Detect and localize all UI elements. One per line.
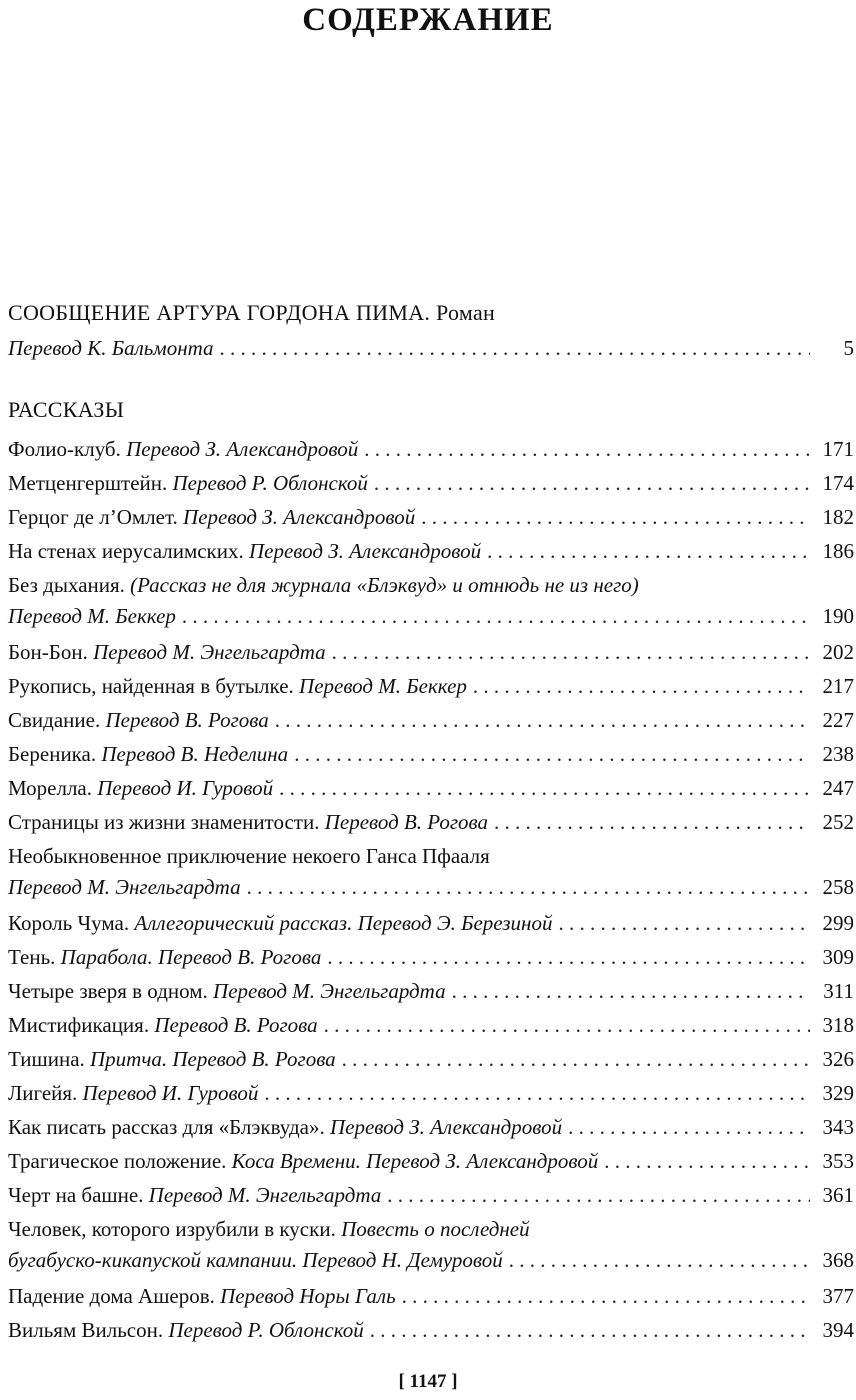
toc-entry	[8, 1111, 854, 1143]
leader-dots	[182, 600, 810, 632]
entry-page: 190	[822, 604, 854, 628]
leader-dots	[220, 332, 810, 364]
entry-title: Лигейя.	[8, 1081, 78, 1105]
entry-title: Фолио-клуб.	[8, 437, 121, 461]
entry-translator: Притча. Перевод В. Рогова	[90, 1047, 336, 1071]
leader-dots	[387, 1179, 810, 1211]
entry-page: 171	[822, 437, 854, 461]
novel-title: СООБЩЕНИЕ АРТУРА ГОРДОНА ПИМА.	[8, 300, 431, 325]
toc-entry	[8, 975, 854, 1007]
leader-dots	[421, 501, 810, 533]
entry-title: Метценгерштейн.	[8, 471, 168, 495]
entry-translator: Перевод З. Александровой	[249, 539, 482, 563]
entry-translator: Перевод М. Энгельгардта	[148, 1183, 382, 1207]
toc-entry	[8, 636, 854, 668]
leader-dots	[452, 975, 810, 1007]
entry-title: Вильям Вильсон.	[8, 1318, 164, 1342]
entry-title: Как писать рассказ для «Блэквуда».	[8, 1115, 325, 1139]
toc-line	[8, 332, 854, 364]
toc-entry	[8, 535, 854, 567]
page-title: СОДЕРЖАНИЕ	[302, 2, 554, 38]
entry-title: Рукопись, найденная в бутылке.	[8, 674, 294, 698]
entry-title: Черт на башне.	[8, 1183, 144, 1207]
leader-dots	[604, 1145, 810, 1177]
toc-entry	[8, 941, 854, 973]
entry-title: Герцог де л’Омлет.	[8, 505, 178, 529]
leader-dots	[247, 871, 810, 903]
entry-translator: Коса Времени. Перевод З. Александровой	[231, 1149, 599, 1173]
toc-entry-line2	[8, 871, 854, 903]
entry-translator: Перевод В. Рогова	[324, 810, 489, 834]
toc-entry-line2	[8, 1244, 854, 1276]
entry-translator: Перевод В. Рогова	[154, 1013, 318, 1037]
entry-title: Береника.	[8, 742, 97, 766]
entry-title: Морелла.	[8, 776, 92, 800]
toc-entry-line1	[8, 1213, 854, 1245]
leader-dots	[342, 1043, 810, 1075]
entry-page: 394	[822, 1318, 854, 1342]
entry-title: Страницы из жизни знаменитости.	[8, 810, 320, 834]
novel-page: 5	[843, 336, 854, 360]
entry-translator: Перевод М. Энгельгардта	[93, 640, 326, 664]
entry-title: Тишина.	[8, 1047, 85, 1071]
entry-subtitle: Повесть о последней	[341, 1217, 530, 1241]
toc-entry-line2	[8, 600, 854, 632]
entry-page: 217	[822, 674, 854, 698]
entry-title: Падение дома Ашеров.	[8, 1284, 215, 1308]
toc-entry	[8, 1179, 854, 1211]
toc-entry	[8, 738, 854, 770]
entry-page: 299	[822, 911, 854, 935]
entry-title: Необыкновенное приключение некоего Ганса Пфааля	[8, 844, 490, 868]
entry-page: 318	[822, 1013, 854, 1037]
leader-dots	[568, 1111, 810, 1143]
entry-page: 309	[822, 945, 854, 969]
entry-title: Человек, которого изрубили в куски.	[8, 1217, 336, 1241]
entry-subtitle: (Рассказ не для журнала «Блэквуд» и отнюдь не из него)	[130, 573, 639, 597]
entry-page: 247	[822, 776, 854, 800]
entry-translator: Перевод Р. Облонской	[168, 1318, 364, 1342]
entry-page: 329	[822, 1081, 854, 1105]
entry-translator: Перевод И. Гуровой	[82, 1081, 259, 1105]
entry-title: Трагическое положение.	[8, 1149, 227, 1173]
entry-page: 353	[822, 1149, 854, 1173]
leader-dots	[324, 1009, 810, 1041]
leader-dots	[294, 738, 810, 770]
leader-dots	[494, 806, 810, 838]
novel-translator: Перевод К. Бальмонта	[8, 336, 214, 360]
leader-dots	[402, 1280, 810, 1312]
entry-translator: Парабола. Перевод В. Рогова	[60, 945, 322, 969]
entry-title: Мистификация.	[8, 1013, 150, 1037]
entry-translator: бугабуско-кикапуской кампании. Перевод Н. Демуровой	[8, 1248, 503, 1272]
entry-title: Бон-Бон.	[8, 640, 88, 664]
entry-translator: Перевод Р. Облонской	[172, 471, 368, 495]
page-number: [ 1147 ]	[398, 1371, 458, 1392]
entry-page: 202	[822, 640, 854, 664]
toc-entry	[8, 433, 854, 465]
entry-title: Четыре зверя в одном.	[8, 979, 208, 1003]
toc-entry	[8, 467, 854, 499]
toc-entry	[8, 501, 854, 533]
leader-dots	[487, 535, 810, 567]
stories-heading: РАССКАЗЫ	[8, 397, 125, 422]
entry-page: 311	[823, 979, 854, 1003]
entry-page: 238	[822, 742, 854, 766]
leader-dots	[370, 1314, 810, 1346]
entry-translator: Перевод М. Энгельгардта	[213, 979, 446, 1003]
leader-dots	[364, 433, 810, 465]
toc-entry	[8, 704, 854, 736]
entry-page: 377	[822, 1284, 854, 1308]
entry-title: Тень.	[8, 945, 56, 969]
entry-translator: Перевод З. Александровой	[126, 437, 359, 461]
entry-translator: Перевод З. Александровой	[329, 1115, 563, 1139]
leader-dots	[374, 467, 810, 499]
entry-page: 174	[822, 471, 854, 495]
entry-page: 326	[822, 1047, 854, 1071]
toc-entry	[8, 1280, 854, 1312]
leader-dots	[558, 907, 810, 939]
entry-title: На стенах иерусалимских.	[8, 539, 244, 563]
entry-translator: Перевод В. Рогова	[105, 708, 269, 732]
toc-entry	[8, 1077, 854, 1109]
entry-translator: Аллегорический рассказ. Перевод Э. Березиной	[134, 911, 553, 935]
leader-dots	[275, 704, 810, 736]
entry-title: Свидание.	[8, 708, 101, 732]
entry-page: 343	[822, 1115, 854, 1139]
novel-heading	[8, 299, 495, 327]
leader-dots	[279, 772, 810, 804]
novel-kind: Роман	[436, 300, 496, 325]
entry-page: 182	[822, 505, 854, 529]
toc-entry	[8, 670, 854, 702]
entry-translator: Перевод В. Неделина	[101, 742, 289, 766]
leader-dots	[332, 636, 810, 668]
entry-translator: Перевод М. Беккер	[8, 604, 176, 628]
toc-entry	[8, 1043, 854, 1075]
leader-dots	[473, 670, 810, 702]
entry-page: 361	[822, 1183, 854, 1207]
toc-entry	[8, 1314, 854, 1346]
entry-translator: Перевод И. Гуровой	[97, 776, 274, 800]
entry-page: 258	[822, 875, 854, 899]
entry-translator: Перевод М. Энгельгардта	[8, 875, 241, 899]
entry-translator: Перевод Норы Галь	[220, 1284, 396, 1308]
entry-page: 368	[822, 1248, 854, 1272]
toc-entry	[8, 772, 854, 804]
toc-entry	[8, 907, 854, 939]
entry-translator: Перевод М. Беккер	[299, 674, 467, 698]
entry-title: Без дыхания.	[8, 573, 125, 597]
toc-entry	[8, 806, 854, 838]
entry-page: 252	[822, 810, 854, 834]
toc-entry-line1	[8, 569, 854, 601]
leader-dots	[327, 941, 810, 973]
entry-page: 227	[822, 708, 854, 732]
leader-dots	[264, 1077, 810, 1109]
entry-translator: Перевод З. Александровой	[183, 505, 416, 529]
entry-page: 186	[822, 539, 854, 563]
toc-entry	[8, 1009, 854, 1041]
toc-entry	[8, 1145, 854, 1177]
entry-title: Король Чума.	[8, 911, 130, 935]
leader-dots	[509, 1244, 810, 1276]
toc-entry-line1	[8, 840, 854, 872]
